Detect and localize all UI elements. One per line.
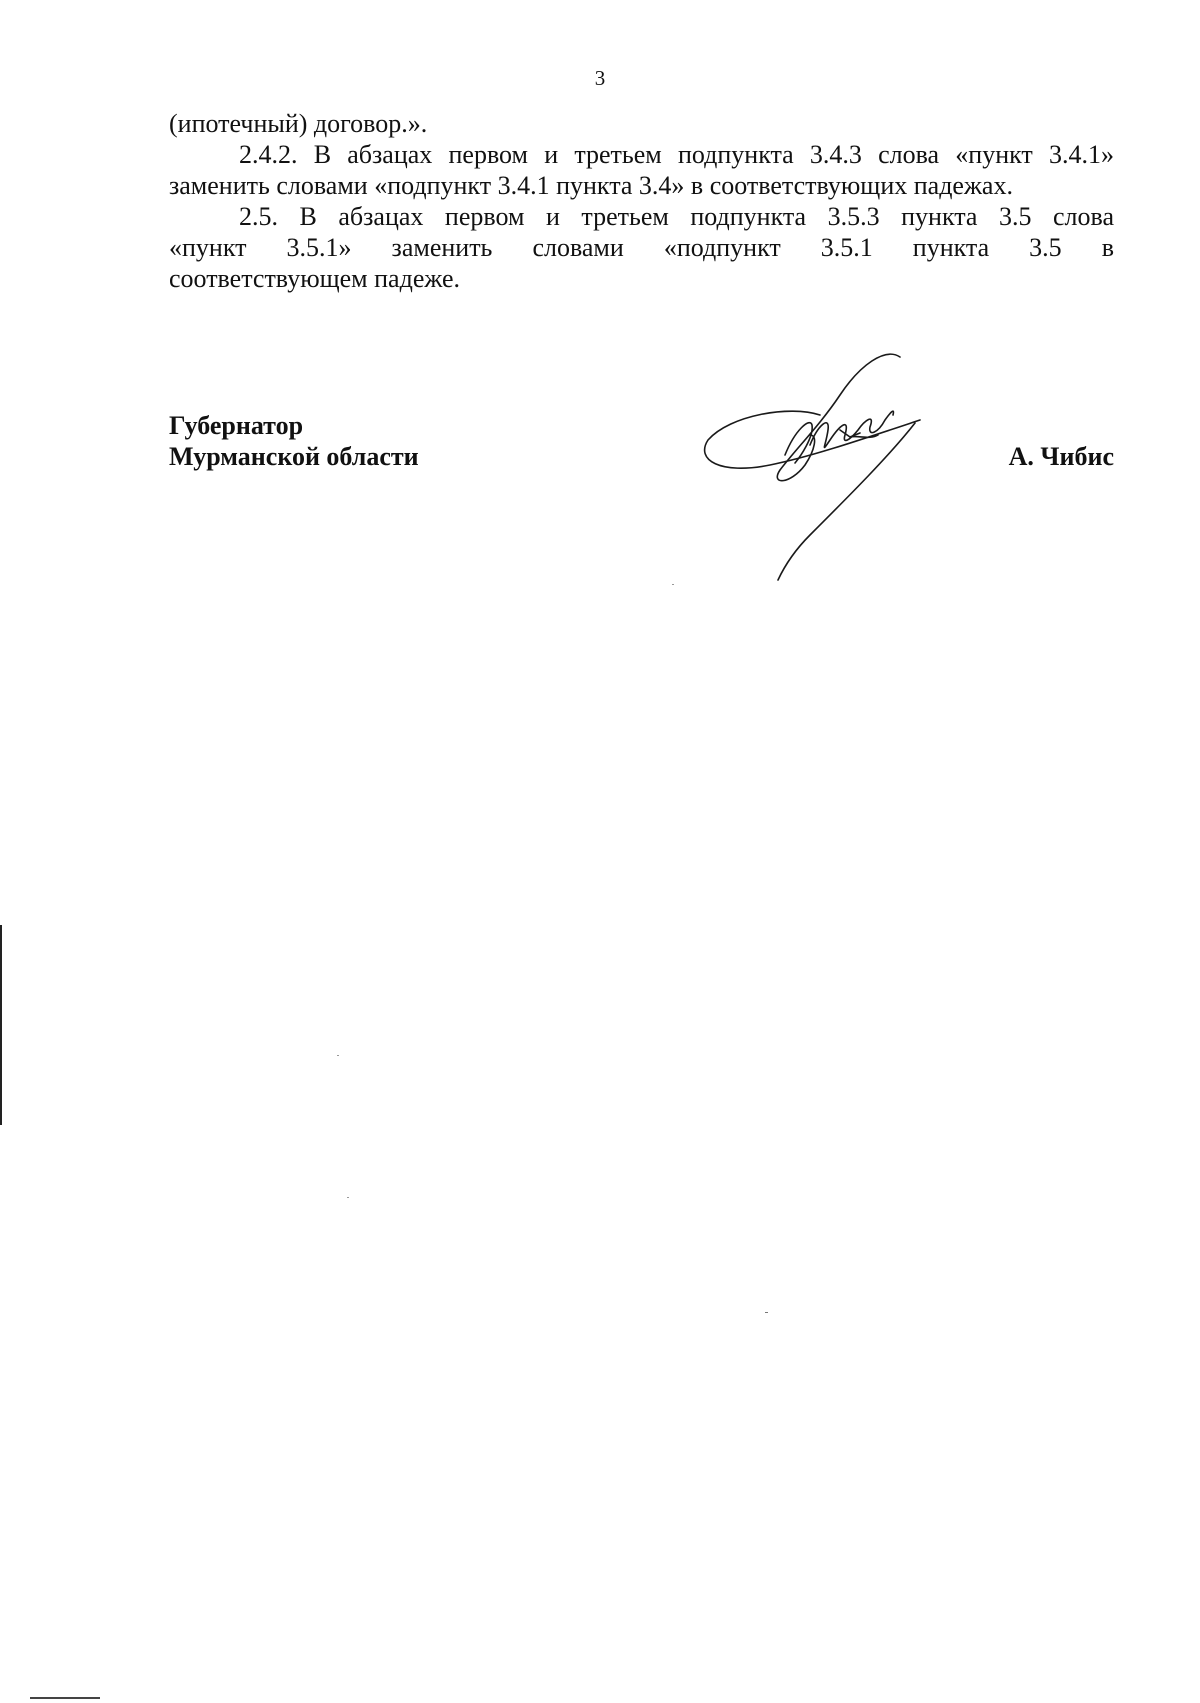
handwritten-signature	[700, 345, 940, 595]
text-line: «пункт 3.5.1» заменить словами «подпункт 3.5.1 пункта 3.5 в	[169, 233, 1114, 262]
signer-name: А. Чибис	[1008, 442, 1114, 471]
signer-position	[169, 410, 419, 472]
text-line: (ипотечный) договор.».	[169, 109, 428, 138]
scan-bottom-mark	[30, 1697, 100, 1699]
paragraph-continuation	[169, 108, 1114, 139]
signer-position-line: Мурманской области	[169, 442, 419, 471]
scan-speck	[672, 584, 674, 585]
scan-speck	[337, 1055, 339, 1056]
scan-speck	[347, 1197, 349, 1198]
scan-edge-mark	[0, 925, 2, 1125]
paragraph-2-4-2	[169, 139, 1114, 201]
text-line: заменить словами «подпункт 3.4.1 пункта 3.4» в соответствующих падежах.	[169, 171, 1013, 200]
page-number: 3	[594, 66, 606, 90]
scan-speck	[765, 1312, 768, 1313]
document-body	[169, 108, 1114, 294]
signer-position-line: Губернатор	[169, 411, 304, 440]
text-line: 2.4.2. В абзацах первом и третьем подпункта 3.4.3 слова «пункт 3.4.1»	[239, 140, 1114, 169]
text-line: соответствующем падеже.	[169, 264, 461, 293]
paragraph-2-5	[169, 201, 1114, 294]
text-line: 2.5. В абзацах первом и третьем подпункта 3.5.3 пункта 3.5 слова	[239, 202, 1114, 231]
signature-block	[169, 410, 1114, 590]
